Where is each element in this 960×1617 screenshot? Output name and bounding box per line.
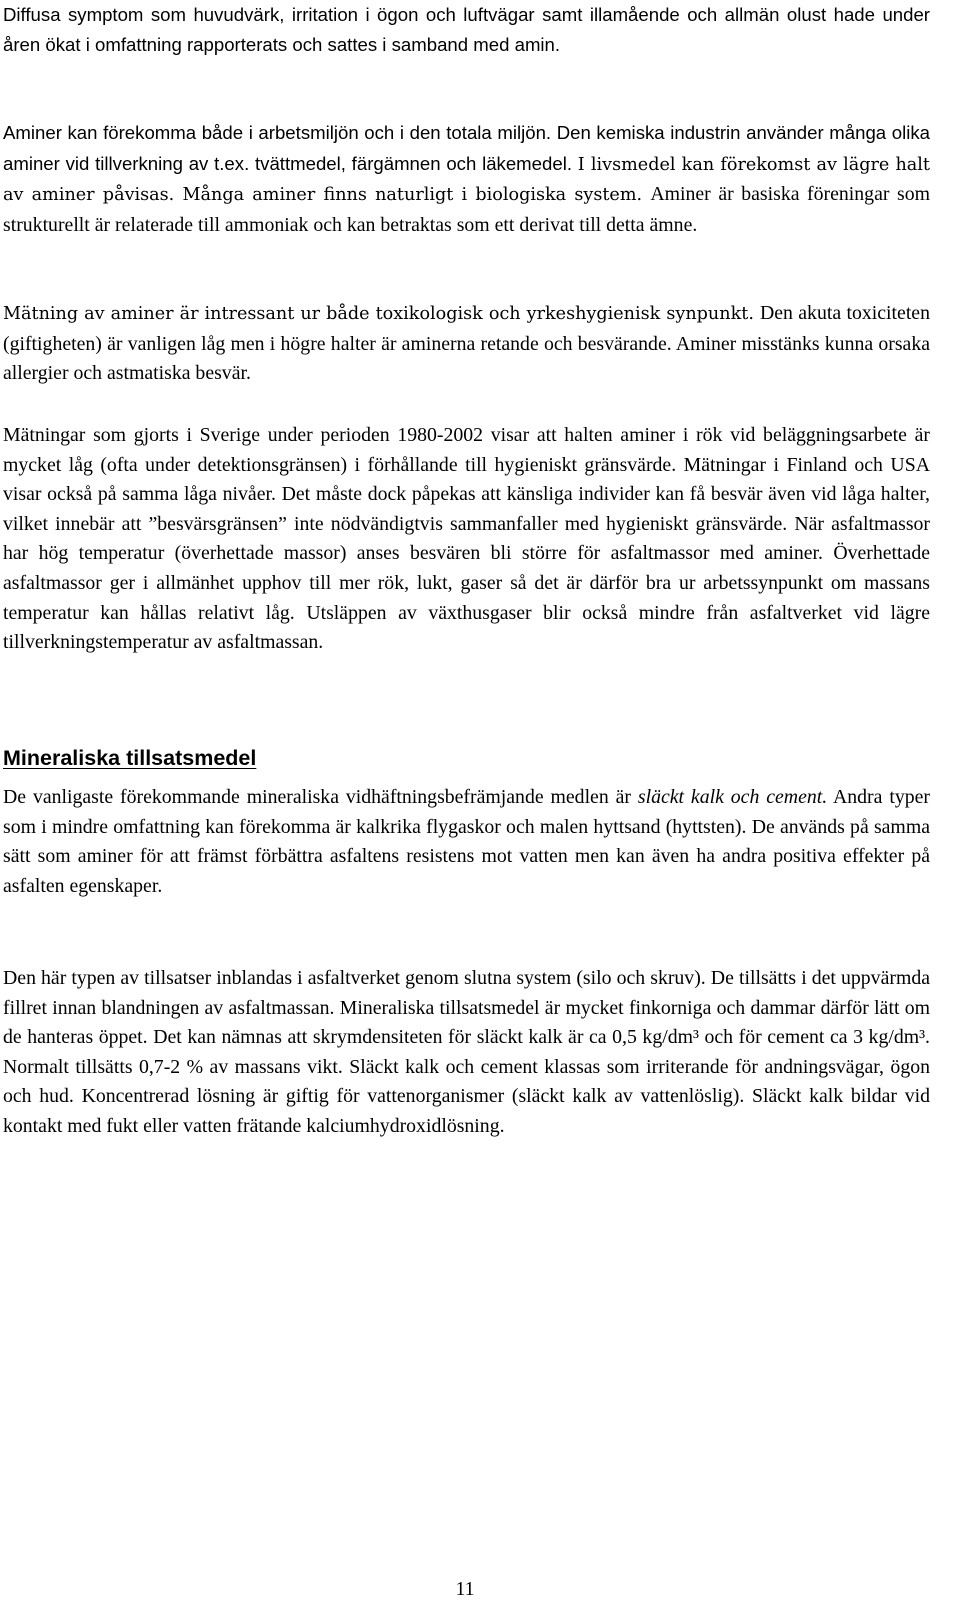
section-heading: Mineraliska tillsatsmedel — [3, 746, 257, 770]
text-segment-italic: släckt kalk och cement. — [637, 786, 828, 808]
text-segment-toxicity: Den akuta toxiciteten (giftigheten) är vanligen låg men i högre halter är aminerna retande och besvärande. — [3, 302, 930, 355]
text-segment-measurement: Mätning av aminer är intressant ur både toxikologisk och yrkeshygienisk synpunkt. — [3, 304, 760, 324]
text-segment-industry: Aminer kan förekomma både i arbetsmiljön och i den totala miljön. Den kemiska industrin använder många olika aminer vid tillverkning av t.ex. tvättmedel, färgämnen och läkemedel. — [3, 122, 930, 174]
paragraph-additive-handling: Den här typen av tillsatser inblandas i asfaltverket genom slutna system (silo och skruv). De tillsätts i det uppvärmda fillret innan blandningen av asfaltmassan. Mineraliska tillsatsmedel är mycket finkorniga och dammar därför lätt om de hanteras öppet. Det kan nämnas att skrymdensiteten för släckt kalk är ca 0,5 kg/dm³ och för cement ca 3 kg/dm³. Normalt tillsätts 0,7-2 % av massans vikt. Släckt kalk och cement klassas som irriterande för andningsvägar, ögon och hud. Koncentrerad lösning är giftig för vattenorganismer (släckt kalk av vattenlöslig). Släckt kalk bildar vid kontakt med fukt eller vatten frätande kalciumhydroxidlösning. — [3, 967, 930, 1137]
text-segment-allergy: Aminer misstänks kunna orsaka allergier och astmatiska besvär. — [3, 332, 930, 385]
paragraph-swedish-measurements: Mätningar som gjorts i Sverige under perioden 1980-2002 visar att halten aminer i rök vid beläggningsarbete är mycket låg (ofta under detektionsgränsen) i förhållande till hygieniskt gränsvärde. Mätningar i Finland och USA visar också på samma låga nivåer. Det måste dock påpekas att känsliga individer kan få besvär även vid låga halter, vilket innebär att ”besvärsgränsen” inte nödvändigtvis sammanfaller med hygieniskt gränsvärde. När asfaltmassor har hög temperatur (överhettade massor) anses besvären bli större för asfaltmassor med aminer. Överhettade asfaltmassor ger i allmänhet upphov till mer rök, lukt, gaser så det är därför bra ur arbetssynpunkt om massans temperatur kan hållas relativt låg. Utsläppen av växthusgaser blir också mindre från asfaltverket vid lägre tillverkningstemperatur av asfaltmassan. — [3, 424, 930, 654]
text-segment-rest: Andra typer som i mindre omfattning kan förekomma är kalkrika flygaskor och malen hyttsand (hyttsten). De används på samma sätt som aminer för att främst förbättra asfaltens resistens mot vatten men kan även ha andra positiva effekter på asfalten egenskaper. — [3, 786, 930, 897]
text-segment-chemistry: Aminer är basiska föreningar som strukturellt är relaterade till ammoniak och kan betraktas som ett derivat till detta ämne. — [3, 183, 930, 236]
paragraph-mineral-agents — [3, 783, 930, 901]
paragraph-symptoms: Diffusa symptom som huvudvärk, irritation i ögon och luftvägar samt illamående och allmän olust hade under åren ökat i omfattning rapporterats och sattes i samband med amin. — [3, 4, 930, 55]
text-segment-intro: De vanligaste förekommande mineraliska vidhäftningsbefrämjande medlen är — [3, 786, 638, 808]
paragraph-measurement-interest — [3, 299, 930, 389]
paragraph-amines-environment — [3, 118, 930, 240]
page-number: 11 — [455, 1578, 475, 1600]
text-segment-foodstuff: I livsmedel kan förekomst av lägre halt av aminer påvisas. Många aminer finns naturligt i biologiska system. — [3, 154, 930, 206]
